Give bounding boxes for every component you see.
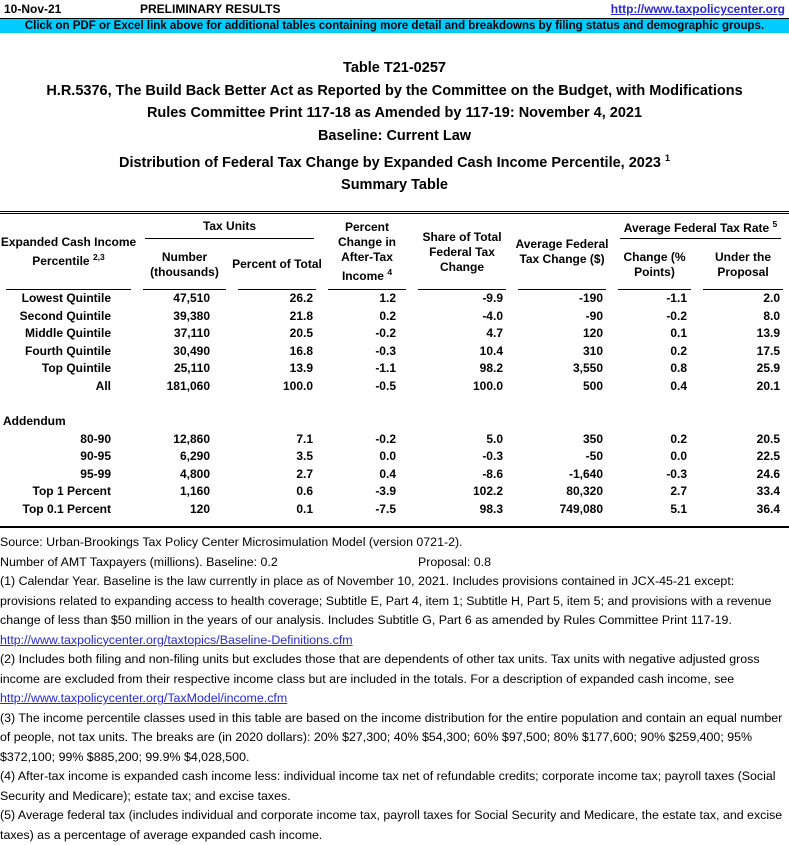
cell: 10.4 bbox=[479, 343, 503, 358]
cell: 0.4 bbox=[670, 378, 687, 393]
preliminary-results-label: PRELIMINARY RESULTS bbox=[140, 2, 281, 16]
footnote-3: (3) The income percentile classes used in this table are based on the income distribution for the entire population and contain an equal number of people, not tax units. The breaks are (in 2020 dollars): 20% $27,300; 40% $54,300; 60% $97,500; 80% $177,600; 90% $259,400; 95% $372,100; 99% $885,200; 99.9% $4,028,500. bbox=[0, 710, 783, 764]
cell: 37,110 bbox=[173, 326, 210, 341]
footnote-ref-2-3: 2,3 bbox=[92, 252, 105, 263]
cell: 1.2 bbox=[379, 291, 396, 306]
col-header-rate-change: Change (% Points) bbox=[612, 239, 697, 290]
col-header-under-proposal: Under the Proposal bbox=[697, 239, 789, 290]
table-row-all bbox=[0, 378, 789, 396]
cell: 47,510 bbox=[173, 291, 210, 306]
table-row bbox=[0, 325, 789, 343]
cell: 12,860 bbox=[173, 431, 210, 446]
cell: 0.2 bbox=[670, 431, 687, 446]
bill-title: H.R.5376, The Build Back Better Act as Reported by the Committee on the Budget, with Modifications bbox=[46, 82, 743, 99]
spacer-row bbox=[0, 395, 789, 413]
cell: -190 bbox=[578, 291, 603, 306]
amt-taxpayers-line bbox=[0, 553, 789, 573]
cell: 0.0 bbox=[379, 449, 396, 464]
col-group-avg-federal-tax-rate: Average Federal Tax Rate $^5$ bbox=[612, 212, 789, 239]
cell: 30,490 bbox=[173, 343, 210, 358]
table-row bbox=[0, 466, 789, 484]
page-header bbox=[0, 0, 789, 19]
cell: -0.2 bbox=[666, 308, 687, 323]
table-row bbox=[0, 290, 789, 308]
cell: -0.3 bbox=[482, 449, 503, 464]
footnote-4: (4) After-tax income is expanded cash income less: individual income tax net of refundable credits; corporate income tax; payroll taxes (Social Security and Medicare); estate tax; and excise taxes. bbox=[0, 769, 776, 803]
table-body bbox=[0, 290, 789, 527]
row-label: Top Quintile bbox=[41, 361, 111, 376]
cell: 20.5 bbox=[289, 326, 313, 341]
row-label: Top 0.1 Percent bbox=[22, 501, 111, 516]
cell: 25,110 bbox=[173, 361, 210, 376]
cell: 4.7 bbox=[486, 326, 503, 341]
source-line: Source: Urban-Brookings Tax Policy Center Microsimulation Model (version 0721-2). bbox=[0, 535, 463, 550]
cell: -0.2 bbox=[375, 326, 396, 341]
table-number-title: Table T21-0257 bbox=[343, 60, 446, 76]
income-definition-link[interactable]: http://www.taxpolicycenter.org/TaxModel/income.cfm bbox=[0, 691, 288, 706]
cell: 100.0 bbox=[472, 378, 503, 393]
spacer-row bbox=[0, 518, 789, 527]
cell: 500 bbox=[582, 378, 603, 393]
cell: 120 bbox=[582, 326, 603, 341]
footnote-ref-4: 4 bbox=[387, 267, 393, 278]
cell: 181,060 bbox=[166, 378, 210, 393]
cell: 8.0 bbox=[763, 308, 781, 323]
col-header-share-total: Share of Total Federal Tax Change bbox=[412, 212, 512, 290]
cell: 39,380 bbox=[173, 308, 210, 323]
cell: 100.0 bbox=[282, 378, 313, 393]
addendum-label-row bbox=[0, 413, 789, 431]
row-label: Middle Quintile bbox=[25, 326, 111, 341]
cell: 2.7 bbox=[670, 484, 687, 499]
row-label: Fourth Quintile bbox=[25, 343, 111, 358]
cell: -0.2 bbox=[375, 431, 396, 446]
baseline-definitions-link[interactable]: http://www.taxpolicycenter.org/taxtopics/Baseline-Definitions.cfm bbox=[0, 632, 353, 647]
cell: -50 bbox=[585, 449, 603, 464]
info-banner: Click on PDF or Excel link above for additional tables containing more detail and breakdowns by filing status and demographic groups. bbox=[0, 19, 789, 33]
cell: 0.6 bbox=[296, 484, 313, 499]
cell: -4.0 bbox=[482, 308, 503, 323]
table-row bbox=[0, 308, 789, 326]
cell: 20.1 bbox=[756, 378, 781, 393]
cell: -0.3 bbox=[375, 343, 396, 358]
cell: 22.5 bbox=[756, 449, 781, 464]
cell: 80,320 bbox=[566, 484, 603, 499]
cell: 26.2 bbox=[289, 291, 313, 306]
cell: -90 bbox=[585, 308, 603, 323]
footnote-2: (2) Includes both filing and non-filing units but excludes those that are dependents of other tax units. Tax units with negative adjusted gross income are excluded from their respective income class but are included in the totals. For a description of expanded cash income, see bbox=[0, 652, 760, 686]
footnote-ref-5: 5 bbox=[772, 219, 778, 230]
cell: 350 bbox=[582, 431, 603, 446]
footnote-5: (5) Average federal tax (includes individual and corporate income tax, payroll taxes for Social Security and Medicare, the estate tax, and excise taxes) as a percentage of average expanded cash income. bbox=[0, 808, 783, 842]
cell: -0.3 bbox=[666, 466, 687, 481]
amt-baseline: Number of AMT Taxpayers (millions). Baseline: 0.2 bbox=[0, 554, 278, 569]
cell: 6,290 bbox=[179, 449, 210, 464]
cell: 0.8 bbox=[670, 361, 687, 376]
cell: 5.0 bbox=[486, 431, 503, 446]
cell: 36.4 bbox=[756, 501, 781, 516]
cell: 102.2 bbox=[472, 484, 503, 499]
table-row bbox=[0, 360, 789, 378]
table-row bbox=[0, 448, 789, 466]
rules-committee-title: Rules Committee Print 117-18 as Amended by 117-19: November 4, 2021 bbox=[146, 105, 643, 121]
cell: 21.8 bbox=[289, 308, 313, 323]
addendum-label: Addendum bbox=[3, 414, 66, 429]
report-date: 10-Nov-21 bbox=[4, 2, 62, 16]
cell: 98.2 bbox=[479, 361, 503, 376]
cell: 0.2 bbox=[379, 308, 396, 323]
cell: 98.3 bbox=[479, 501, 503, 516]
row-label: All bbox=[95, 378, 111, 393]
title-block bbox=[0, 57, 789, 197]
row-label: Lowest Quintile bbox=[21, 291, 111, 306]
col-header-avg-change: Average Federal Tax Change ($) bbox=[512, 212, 612, 290]
cell: 3,550 bbox=[572, 361, 603, 376]
cell: 749,080 bbox=[559, 501, 603, 516]
cell: -1,640 bbox=[568, 466, 603, 481]
row-label: 95-99 bbox=[80, 466, 111, 481]
col-header-percent-of-total: Percent of Total bbox=[232, 239, 322, 290]
cell: 17.5 bbox=[756, 343, 781, 358]
cell: -0.5 bbox=[375, 378, 396, 393]
cell: 0.4 bbox=[379, 466, 396, 481]
cell: 33.4 bbox=[756, 484, 781, 499]
cell: 2.7 bbox=[296, 466, 313, 481]
cell: -3.9 bbox=[375, 484, 396, 499]
footnotes bbox=[0, 528, 789, 845]
table-row bbox=[0, 431, 789, 449]
distribution-table bbox=[0, 211, 789, 529]
cell: 7.1 bbox=[296, 431, 313, 446]
col-group-tax-units: Tax Units bbox=[137, 212, 322, 239]
amt-proposal: Proposal: 0.8 bbox=[418, 554, 492, 569]
taxpolicycenter-link[interactable]: http://www.taxpolicycenter.org bbox=[610, 2, 785, 16]
cell: 16.8 bbox=[289, 343, 313, 358]
row-label: Top 1 Percent bbox=[32, 484, 111, 499]
cell: -1.1 bbox=[666, 291, 687, 306]
summary-table-title: Summary Table bbox=[341, 177, 448, 194]
table-header bbox=[0, 212, 789, 290]
cell: 2.0 bbox=[763, 291, 781, 306]
cell: 13.9 bbox=[289, 361, 313, 376]
cell: 3.5 bbox=[296, 449, 313, 464]
cell: -8.6 bbox=[482, 466, 503, 481]
cell: 24.6 bbox=[756, 466, 781, 481]
cell: 0.1 bbox=[670, 326, 687, 341]
cell: 4,800 bbox=[179, 466, 210, 481]
cell: -9.9 bbox=[482, 291, 503, 306]
cell: 13.9 bbox=[756, 326, 781, 341]
cell: 0.1 bbox=[296, 501, 313, 516]
cell: 0.0 bbox=[670, 449, 687, 464]
col-header-percentile: Expanded Cash Income Percentile $^{2,3}$ bbox=[0, 212, 137, 290]
cell: 310 bbox=[582, 343, 603, 358]
baseline-title: Baseline: Current Law bbox=[317, 127, 472, 144]
cell: 120 bbox=[189, 501, 210, 516]
cell: -1.1 bbox=[375, 361, 396, 376]
row-label: 90-95 bbox=[80, 449, 111, 464]
col-header-pct-change-after-tax: Percent Change in After-Tax Income $^4$ bbox=[322, 212, 412, 290]
cell: 5.1 bbox=[670, 501, 687, 516]
table-row bbox=[0, 483, 789, 501]
table-row bbox=[0, 501, 789, 519]
cell: -7.5 bbox=[375, 501, 396, 516]
table-row bbox=[0, 343, 789, 361]
cell: 0.2 bbox=[670, 343, 687, 358]
footnote-ref-1: 1 bbox=[665, 153, 671, 163]
col-header-number-thousands: Number (thousands) bbox=[137, 239, 232, 290]
distribution-title: Distribution of Federal Tax Change by Expanded Cash Income Percentile, 2023 $^1$ bbox=[118, 153, 671, 171]
cell: 25.9 bbox=[756, 361, 781, 376]
footnote-1: (1) Calendar Year. Baseline is the law currently in place as of November 10, 2021. Includes provisions contained in JCX-45-21 except: provisions related to expanding access to health coverage; Subtitle E, Part 4, item 1; Subtitle H, Part 5, item 5; and provisions with a revenue change of less than $50 million in the years of our analysis. Includes Subtitle G, Part 6 as amended by Rules Committee Print 117-19. bbox=[0, 574, 772, 628]
row-label: 80-90 bbox=[80, 431, 111, 446]
row-label: Second Quintile bbox=[19, 308, 111, 323]
cell: 1,160 bbox=[179, 484, 210, 499]
cell: 20.5 bbox=[756, 431, 781, 446]
